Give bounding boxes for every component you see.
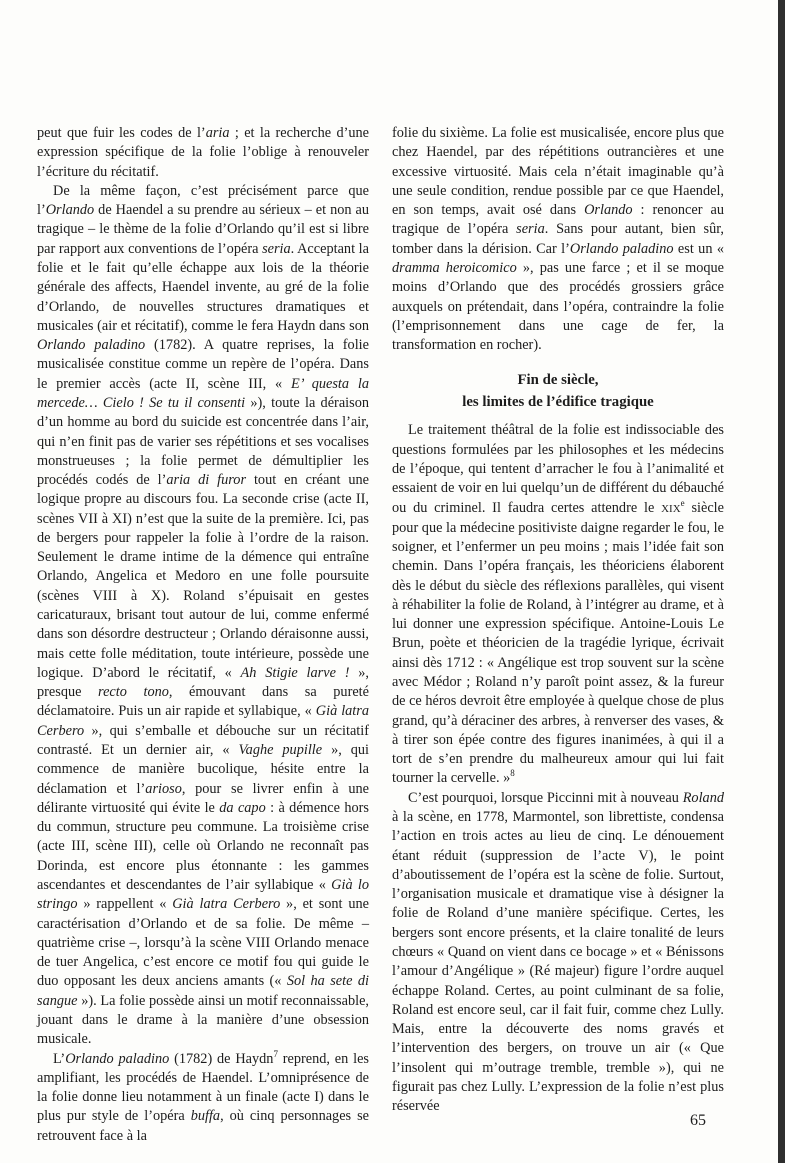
page-edge [778, 0, 785, 1163]
italic-run: buffa [190, 1108, 221, 1125]
italic-run: arioso [145, 780, 182, 797]
italic-run: Orlando [584, 202, 633, 219]
text-run: », et sont une caractérisation d’Orlando et de sa folie. De même – quatrième crise –, lorsqu’à la scène VIII Orlando menace de tuer Angelica, c’est encore ce motif fou qui guide le duo opposant les deux anciens amants (« [37, 896, 369, 990]
text-run: folie du sixième. La folie est musicalisée, encore plus que chez Haendel, par des répétitions outrancières et une excessive virtuosité. Mais cela n’était imaginable qu’à une seule condition, rendue possible par ce que Haendel, en son temps, avait osé dans [392, 125, 724, 219]
text-run: . Acceptant la folie et le fait qu’elle échappe aux lois de la théorie générale des affects, Haendel invente, au gré de la folie d’Orlando, de nouvelles structures dramatiques et musicales (air et récitatif), comme le fera Haydn dans son [37, 240, 369, 334]
text-run: C’est pourquoi, lorsque Piccinni mit à nouveau [408, 789, 683, 806]
paragraph [392, 124, 724, 355]
superscript: 8 [510, 768, 515, 779]
text-run: (1782). A quatre reprises, la folie musicalisée constitue comme un repère de l’opéra. Dans le premier accès (acte II, scène III, « [37, 337, 369, 392]
superscript: 7 [273, 1048, 278, 1059]
text-run: reprend, en les amplifiant, les procédés de Haendel. L’omniprésence de la folie donne lieu notamment à un finale (acte I) dans le plus pur style de l’opéra [37, 1050, 369, 1125]
section-heading-line-1: Fin de siècle, [517, 372, 599, 389]
italic-run: da capo [219, 799, 266, 816]
text-run: peut que fuir les codes de l’ [37, 125, 206, 141]
page-number: 65 [690, 1112, 706, 1129]
italic-run: aria di furor [166, 472, 247, 489]
left-column [37, 124, 369, 1146]
italic-run: Orlando paladino [37, 337, 146, 354]
text-run: » rappellent « [77, 896, 173, 913]
right-column-text-bottom [392, 421, 724, 1116]
paragraph [392, 789, 724, 1117]
text-run: siècle pour que la médecine positiviste daigne regarder le fou, le soigner, et l’enfermer un peu moins ; mais l’idée fait son chemin. Dans l’opéra français, les théoriciens élaborent dès le début du siècle des réflexions parallèles, qui visent à réhabiliter la folie de Roland, à l’intégrer au drame, et à lui donner une expression spécifique. Antoine-Louis Le Brun, poète et théoricien de la tragédie lyrique, écrivait ainsi dès 1712 : « Angélique est trop souvent sur la scène avec Médor ; Roland n’y paroît point assez, & la fureur de ce héros devroit être employée à quelque chose de plus grand, qu’à déraciner des arbres, à renverser des vases, & à tirer son épée contre des figures inanimées, à qui il a tort de s’en prendre du malheureux amour qui lui fait tourner la cervelle. » [392, 499, 724, 787]
text-run: est un « [673, 240, 724, 257]
paragraph [37, 1050, 369, 1146]
text-run: L’ [53, 1050, 66, 1067]
text-run: , où cinq personnages se retrouvent face à la [37, 1108, 369, 1144]
text-run: »), toute la déraison d’un homme au bord du suicide est concentrée dans l’air, qui n’en finit pas de varier ses répétitions et ses vocalises monstrueuses ; la folie permet de démultiplier les procédés codés de l’ [37, 394, 369, 489]
italic-run: Roland [682, 789, 724, 806]
text-run: »). La folie possède ainsi un motif reconnaissable, jouant dans le drame à la manière d’une obsession musicale. [37, 992, 369, 1048]
text-run: », qui commence de manière bucolique, hésite entre la déclamation et l’ [37, 742, 369, 797]
small-caps-run: XIX [661, 502, 681, 515]
italic-run: Ah Stigie larve ! [240, 664, 350, 681]
text-run: », qui s’emballe et débouche sur un récitatif contrasté. Et un dernier air, « [37, 722, 369, 758]
italic-run: Già lo stringo [37, 876, 369, 913]
right-column [392, 124, 724, 1117]
italic-run: seria [262, 240, 291, 257]
text-run: », pas une farce ; et il se moque moins d’Orlando que des procédés grossiers grâce auxquels on prétendait, dans l’opéra, contraindre la folie (l’emprisonnement dans une cage de fer, la transformation en rocher). [392, 259, 724, 354]
paragraph [392, 421, 724, 788]
italic-run: Sol ha sete di sangue [37, 973, 369, 1009]
italic-run: dramma heroicomico [392, 259, 517, 276]
italic-run: E’ questa la mercede… Cielo ! Se tu il consenti [37, 375, 369, 411]
text-run: , émouvant dans sa pureté déclamatoire. Puis un air rapide et syllabique, « [37, 684, 369, 720]
paragraph [37, 124, 369, 182]
italic-run: Orlando [45, 202, 95, 219]
superscript: e [680, 497, 685, 508]
italic-run: Già latra Cerbero [172, 896, 281, 913]
italic-run: Già latra Cerbero [37, 703, 369, 739]
text-run: , pour se livrer enfin à une délirante virtuosité qui évite le [37, 780, 369, 816]
text-run: De la même façon, c’est précisément parce que l’ [37, 182, 369, 219]
text-run: Le traitement théâtral de la folie est indissociable des questions formulées par les philosophes et les médecins de l’époque, qui tentent d’arracher le fou à l’animalité et essaient de voir en lui quelqu’un de différent du débauché ou du criminel. Il faudra certes attendre le [392, 422, 724, 516]
text-run: de Haendel a su prendre au sérieux – et non au tragique – le thème de la folie d’Orlando qu’il est si libre par rapport aux conventions de l’opéra [37, 202, 369, 257]
text-run: tout en créant une logique propre au discours fou. La seconde crise (acte II, scènes VII à XI) n’est que la suite de la première. Ici, pas de bergers pour rappeler la folie à l’ordre de la raison. Seulement le drame intime de la démence qui entraîne Orlando, Angelica et Medoro en une folle poursuite (scènes VIII à X). Roland s’épuisait en gestes caricaturaux, brisant tout autour de lui, comme enfermé dans son désordre destructeur ; Orlando déraisonne aussi, mais cette folle méditation, toute intérieure, possède une logique. D’abord le récitatif, « [37, 472, 370, 681]
text-run: (1782) de Haydn [169, 1050, 274, 1067]
section-heading-line-2: les limites de l’édifice tragique [462, 394, 654, 411]
italic-run: Vaghe pupille [238, 742, 323, 758]
italic-run: Orlando paladino [65, 1050, 170, 1067]
italic-run: recto tono [98, 684, 169, 701]
text-run: à la scène, en 1778, Marmontel, son librettiste, condensa l’action en trois actes au lieu de cinq. Le dénouement étant réduit (suppression de l’acte V), le point d’aboutissement de l’opéra est la scène de folie. Surtout, l’organisation musicale et dramatique vise à désigner la folie de Roland d’une manière spécifique. Certes, les bergers sont encore présents, et la claire tonalité de leurs chœurs « Quand on vient dans ce bocage » et « Bénissons l’amour d’Angélique » (Ré majeur) figure l’ordre auquel échappe Roland. Certes, au point culminant de sa folie, Roland est encore seul, car il fait fuir, comme chez Lully. Mais, entre la découverte des noms gravés et l’intervention des bergers, on trouve un air (« Que l’insolent qui m’outrage tremble, tremble »), qui ne figurait pas chez Lully. L’expression de la folie n’est plus réservée [392, 809, 724, 1115]
section-heading [392, 369, 724, 413]
italic-run: seria [516, 221, 545, 238]
text-run: », presque [37, 664, 369, 701]
text-run: ; et la recherche d’une expression spécifique de la folie l’oblige à renouveler l’écriture du récitatif. [37, 125, 370, 180]
text-run: . Sans pour autant, bien sûr, tomber dans la dérision. Car l’ [392, 221, 724, 257]
paragraph [37, 182, 369, 1050]
text-run: : à démence hors du commun, structure peu commune. La troisième crise (acte III, scène III), celle où Orlando ne reconnaît pas Dorinda, est encore plus étonnante : les gammes ascendantes et descendantes de l’air syllabique « [37, 799, 369, 893]
italic-run: Orlando paladino [569, 240, 674, 257]
right-column-text-top [392, 124, 724, 355]
text-run: : renoncer au tragique de l’opéra [392, 202, 724, 238]
italic-run: aria [205, 125, 230, 141]
